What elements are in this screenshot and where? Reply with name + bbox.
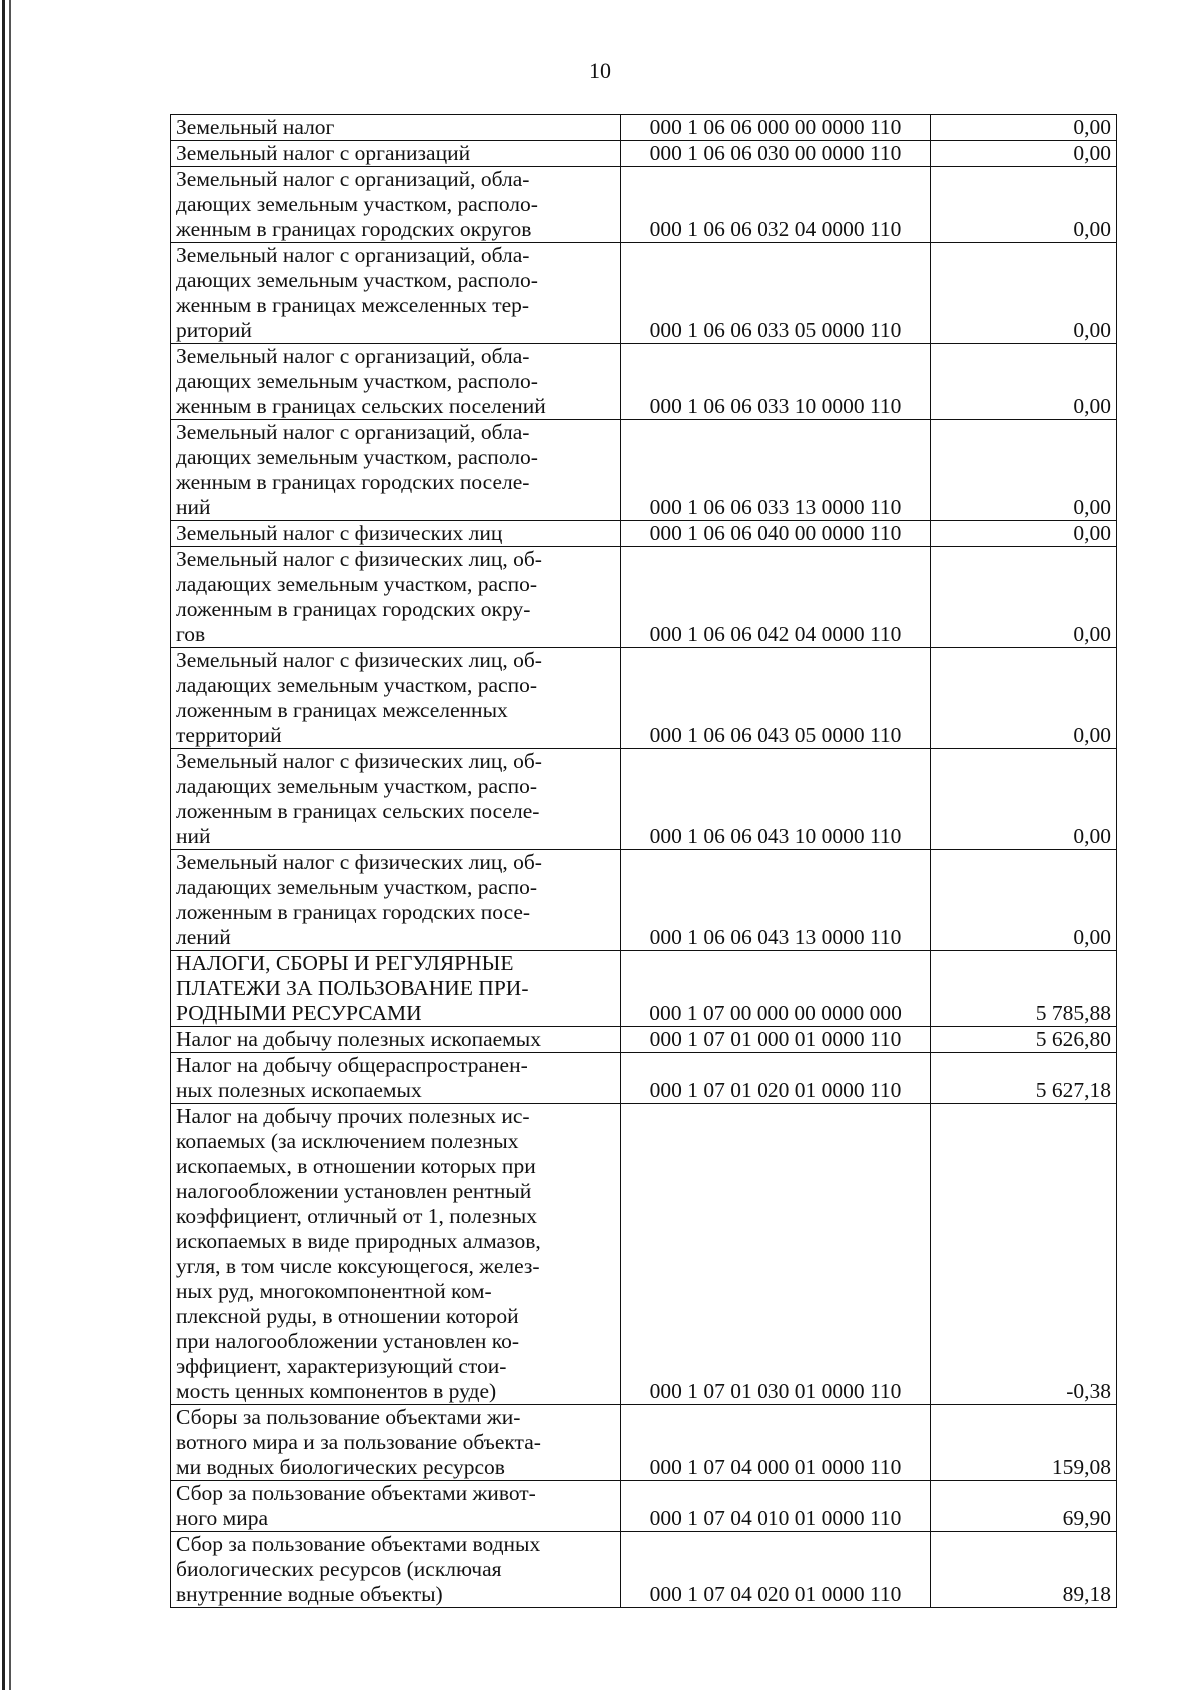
budget-code-cell: 000 1 06 06 033 13 0000 110 xyxy=(621,420,931,521)
revenue-name-line: ладающих земельным участком, распо- xyxy=(176,572,537,596)
binding-edge-line-inner xyxy=(9,0,11,1690)
revenue-table xyxy=(170,114,1117,1608)
revenue-name-line: ПЛАТЕЖИ ЗА ПОЛЬЗОВАНИЕ ПРИ- xyxy=(176,976,529,1000)
budget-code-cell: 000 1 06 06 000 00 0000 110 xyxy=(621,115,931,141)
table-row xyxy=(171,243,1117,344)
revenue-name-cell xyxy=(171,344,621,420)
table-row xyxy=(171,521,1117,547)
budget-code-cell: 000 1 07 01 000 01 0000 110 xyxy=(621,1027,931,1053)
table-row xyxy=(171,951,1117,1027)
revenue-name-cell xyxy=(171,648,621,749)
table-row xyxy=(171,1532,1117,1608)
revenue-name-line: ний xyxy=(176,824,211,848)
revenue-name-line: ладающих земельным участком, распо- xyxy=(176,875,537,899)
table-row xyxy=(171,344,1117,420)
amount-cell: 0,00 xyxy=(931,115,1117,141)
revenue-name-line: Налог на добычу общераспространен- xyxy=(176,1053,528,1077)
revenue-name-line: дающих земельным участком, располо- xyxy=(176,268,538,292)
amount-cell: 5 626,80 xyxy=(931,1027,1117,1053)
revenue-name-line: внутренние водные объекты) xyxy=(176,1582,443,1606)
revenue-name-line: ных полезных ископаемых xyxy=(176,1078,422,1102)
table-row xyxy=(171,1053,1117,1104)
revenue-name-line: Сборы за пользование объектами жи- xyxy=(176,1405,521,1429)
revenue-name-line: Земельный налог с организаций, обла- xyxy=(176,420,530,444)
revenue-name-cell xyxy=(171,1405,621,1481)
revenue-name-line: ископаемых в виде природных алмазов, xyxy=(176,1229,541,1253)
revenue-name-line: Земельный налог с физических лиц, об- xyxy=(176,648,542,672)
amount-cell: 0,00 xyxy=(931,648,1117,749)
amount-cell: 5 627,18 xyxy=(931,1053,1117,1104)
revenue-name-line: РОДНЫМИ РЕСУРСАМИ xyxy=(176,1001,422,1025)
amount-cell: 0,00 xyxy=(931,850,1117,951)
amount-cell: 0,00 xyxy=(931,344,1117,420)
revenue-name-line: ложенным в границах сельских поселе- xyxy=(176,799,540,823)
revenue-name-line: Сбор за пользование объектами живот- xyxy=(176,1481,536,1505)
revenue-name-line: Сбор за пользование объектами водных xyxy=(176,1532,541,1556)
revenue-name-cell xyxy=(171,1027,621,1053)
budget-code-cell: 000 1 07 04 020 01 0000 110 xyxy=(621,1532,931,1608)
revenue-name-line: биологических ресурсов (исключая xyxy=(176,1557,502,1581)
revenue-name-line: ного мира xyxy=(176,1506,269,1530)
revenue-name-line: ложенным в границах городских окру- xyxy=(176,597,531,621)
amount-cell: 5 785,88 xyxy=(931,951,1117,1027)
revenue-name-line: Земельный налог xyxy=(176,115,335,139)
amount-cell: 0,00 xyxy=(931,547,1117,648)
amount-cell: 0,00 xyxy=(931,420,1117,521)
budget-code-cell: 000 1 06 06 033 10 0000 110 xyxy=(621,344,931,420)
table-row xyxy=(171,1405,1117,1481)
revenue-name-line: мость ценных компонентов в руде) xyxy=(176,1379,497,1403)
budget-code-cell: 000 1 06 06 043 10 0000 110 xyxy=(621,749,931,850)
revenue-name-line: ных руд, многокомпонентной ком- xyxy=(176,1279,492,1303)
amount-cell: 159,08 xyxy=(931,1405,1117,1481)
budget-code-cell: 000 1 07 01 020 01 0000 110 xyxy=(621,1053,931,1104)
budget-code-cell: 000 1 07 00 000 00 0000 000 xyxy=(621,951,931,1027)
table-row xyxy=(171,1027,1117,1053)
revenue-name-line: ний xyxy=(176,495,211,519)
revenue-name-cell xyxy=(171,521,621,547)
revenue-name-cell xyxy=(171,749,621,850)
amount-cell: 0,00 xyxy=(931,141,1117,167)
revenue-name-cell xyxy=(171,850,621,951)
revenue-name-line: ладающих земельным участком, распо- xyxy=(176,673,537,697)
revenue-name-line: женным в границах городских округов xyxy=(176,217,532,241)
amount-cell: 0,00 xyxy=(931,749,1117,850)
revenue-name-line: гов xyxy=(176,622,206,646)
revenue-name-line: женным в границах городских поселе- xyxy=(176,470,530,494)
revenue-name-cell xyxy=(171,141,621,167)
revenue-name-line: Земельный налог с организаций, обла- xyxy=(176,344,530,368)
revenue-name-line: коэффициент, отличный от 1, полезных xyxy=(176,1204,537,1228)
budget-code-cell: 000 1 06 06 043 05 0000 110 xyxy=(621,648,931,749)
budget-code-cell: 000 1 07 04 010 01 0000 110 xyxy=(621,1481,931,1532)
table-row xyxy=(171,115,1117,141)
revenue-name-line: дающих земельным участком, располо- xyxy=(176,369,538,393)
amount-cell: 69,90 xyxy=(931,1481,1117,1532)
revenue-name-cell xyxy=(171,547,621,648)
table-row xyxy=(171,1481,1117,1532)
table-row xyxy=(171,850,1117,951)
revenue-name-cell xyxy=(171,167,621,243)
budget-code-cell: 000 1 06 06 032 04 0000 110 xyxy=(621,167,931,243)
revenue-name-line: копаемых (за исключением полезных xyxy=(176,1129,519,1153)
table-row xyxy=(171,648,1117,749)
revenue-name-line: угля, в том числе коксующегося, желез- xyxy=(176,1254,540,1278)
revenue-name-line: территорий xyxy=(176,723,282,747)
revenue-name-line: эффициент, характеризующий стои- xyxy=(176,1354,507,1378)
budget-code-cell: 000 1 07 01 030 01 0000 110 xyxy=(621,1104,931,1405)
revenue-name-line: налогообложении установлен рентный xyxy=(176,1179,532,1203)
revenue-name-line: женным в границах сельских поселений xyxy=(176,394,546,418)
budget-code-cell: 000 1 06 06 042 04 0000 110 xyxy=(621,547,931,648)
revenue-name-line: плексной руды, в отношении которой xyxy=(176,1304,519,1328)
binding-edge-line xyxy=(2,0,5,1690)
budget-code-cell: 000 1 06 06 033 05 0000 110 xyxy=(621,243,931,344)
revenue-name-line: ложенным в границах городских посе- xyxy=(176,900,531,924)
revenue-name-line: Налог на добычу прочих полезных ис- xyxy=(176,1104,530,1128)
revenue-name-line: ладающих земельным участком, распо- xyxy=(176,774,537,798)
revenue-name-cell xyxy=(171,951,621,1027)
revenue-name-line: вотного мира и за пользование объекта- xyxy=(176,1430,541,1454)
revenue-name-line: Налог на добычу полезных ископаемых xyxy=(176,1027,541,1051)
revenue-name-line: риторий xyxy=(176,318,252,342)
revenue-name-line: дающих земельным участком, располо- xyxy=(176,192,538,216)
revenue-name-line: Земельный налог с физических лиц xyxy=(176,521,503,545)
revenue-name-line: Земельный налог с физических лиц, об- xyxy=(176,850,542,874)
revenue-name-line: женным в границах межселенных тер- xyxy=(176,293,530,317)
revenue-name-line: ложенным в границах межселенных xyxy=(176,698,508,722)
revenue-name-cell xyxy=(171,115,621,141)
budget-code-cell: 000 1 06 06 040 00 0000 110 xyxy=(621,521,931,547)
revenue-name-cell xyxy=(171,243,621,344)
revenue-name-line: Земельный налог с физических лиц, об- xyxy=(176,749,542,773)
revenue-name-line: Земельный налог с организаций xyxy=(176,141,471,165)
amount-cell: 0,00 xyxy=(931,167,1117,243)
revenue-name-line: Земельный налог с организаций, обла- xyxy=(176,167,530,191)
revenue-name-line: НАЛОГИ, СБОРЫ И РЕГУЛЯРНЫЕ xyxy=(176,951,514,975)
revenue-name-line: ми водных биологических ресурсов xyxy=(176,1455,505,1479)
budget-code-cell: 000 1 06 06 043 13 0000 110 xyxy=(621,850,931,951)
table-row xyxy=(171,547,1117,648)
amount-cell: 0,00 xyxy=(931,521,1117,547)
table-row xyxy=(171,420,1117,521)
table-row xyxy=(171,1104,1117,1405)
revenue-name-cell xyxy=(171,1481,621,1532)
table-row xyxy=(171,141,1117,167)
revenue-table-body xyxy=(171,115,1117,1608)
revenue-name-line: дающих земельным участком, располо- xyxy=(176,445,538,469)
amount-cell: -0,38 xyxy=(931,1104,1117,1405)
revenue-name-line: Земельный налог с физических лиц, об- xyxy=(176,547,542,571)
table-row xyxy=(171,749,1117,850)
table-row xyxy=(171,167,1117,243)
page-number: 10 xyxy=(589,58,611,83)
revenue-name-line: лений xyxy=(176,925,231,949)
revenue-name-line: Земельный налог с организаций, обла- xyxy=(176,243,530,267)
revenue-name-cell xyxy=(171,1532,621,1608)
amount-cell: 89,18 xyxy=(931,1532,1117,1608)
budget-code-cell: 000 1 06 06 030 00 0000 110 xyxy=(621,141,931,167)
revenue-name-line: ископаемых, в отношении которых при xyxy=(176,1154,536,1178)
amount-cell: 0,00 xyxy=(931,243,1117,344)
budget-code-cell: 000 1 07 04 000 01 0000 110 xyxy=(621,1405,931,1481)
revenue-name-cell xyxy=(171,1104,621,1405)
revenue-name-cell xyxy=(171,1053,621,1104)
revenue-name-line: при налогообложении установлен ко- xyxy=(176,1329,520,1353)
revenue-name-cell xyxy=(171,420,621,521)
